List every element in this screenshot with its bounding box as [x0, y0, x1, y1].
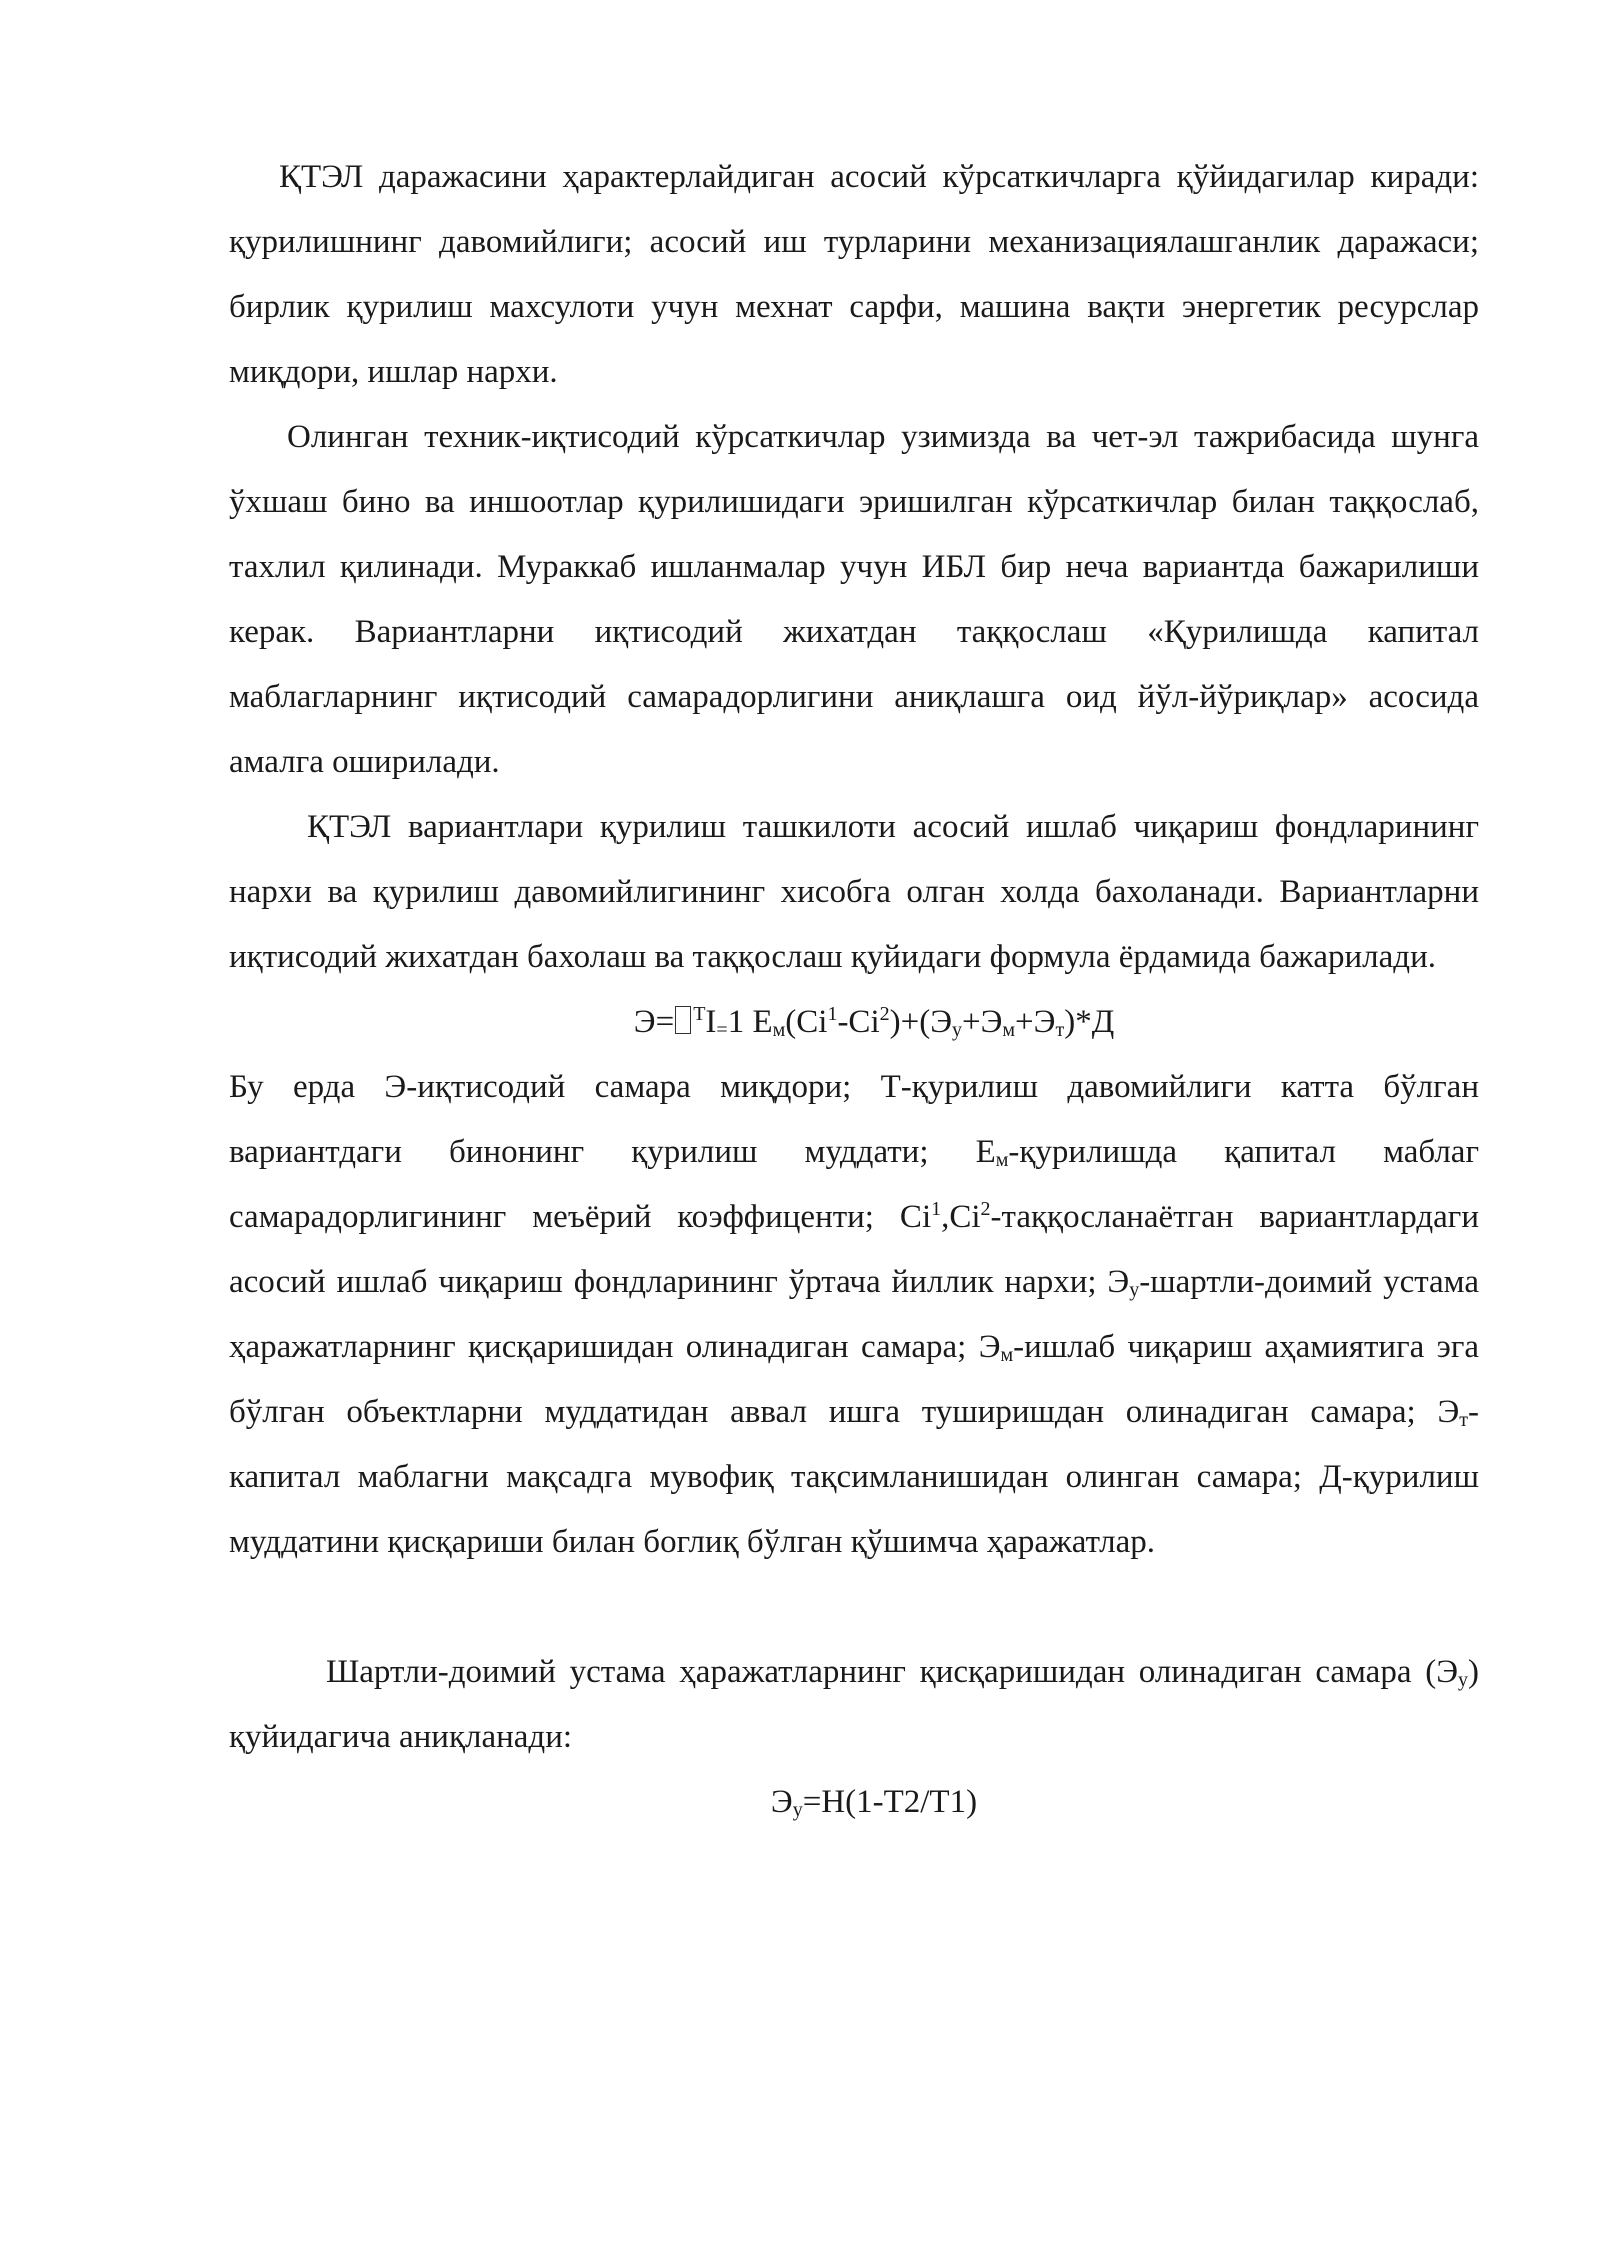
paragraph-legend: Бу ерда Э-иқтисодий самара миқдори; Т-қурилиш давомийлиги катта бўлган вариантдаги бинонинг қурилиш муддати; $Е_м$-қурилишда қапитал маблаг самарадорлигининг меъёрий коэффиценти; Ci$^1$,Ci$^2$-таққосланаётган вариантлардаги асосий ишлаб чиқариш фондларининг ўртача йиллик нархи; $Э_у-шартли$-доимий устама ҳаражатларнинг қисқаришидан олинадиган самара; $Э_м$-ишлаб чиқариш аҳамиятига эга бўлган объектларни муддатидан аввал ишга туширишдан олинадиган самара; $Э_т$-капитал маблагни мақсадга мувофиқ тақсимланишидан олинган самара; Д-қурилиш муддатини қисқариши билан боглиқ бўлган қўшимча ҳаражатлар. — [229, 1069, 1480, 1560]
paragraph-gap — [229, 1575, 1479, 1640]
paragraph-overhead: Шартли-доимий устама ҳаражатларнинг қисқаришидан олинадиган самара $(Э_у)$ қуйидагича аниқланади: — [229, 1654, 1479, 1755]
paragraph-comparison: Олинган техник-иқтисодий кўрсаткичлар узимизда ва чет-эл тажрибасида шунга ўхшаш бино ва иншоотлар қурилишидаги эришилган кўрсаткичлар билан таққослаб, тахлил қилинади. Мураккаб ишланмалар учун ИБЛ бир неча вариантда бажарилиши керак. Вариантларни иқтисодий жихатдан таққослаш «Қурилишда капитал маблагларнинг иқтисодий самарадорлигини аниқлашга оид йўл-йўриқлар» асосида амалга оширилади. — [229, 419, 1479, 780]
sum-symbol-icon — [675, 1006, 691, 1034]
paragraph-indicators: ҚТЭЛ даражасини ҳарактерлайдиган асосий кўрсаткичларга қўйидагилар киради: қурилишнинг давомийлиги; асосий иш турларини механизациялашганлик даражаси; бирлик қурилиш махсулоти учун мехнат сарфи, машина вақти энергетик ресурслар миқдори, ишлар нархи. — [229, 159, 1479, 390]
formula-economic-effect: $Э= ^TI_=1$ $Е_м(Ci^1-Ci^2)+(Э_у+Э_м+Э_т)*Д$ — [633, 1003, 1115, 1041]
document-page — [229, 145, 1479, 1835]
paragraph-variants: ҚТЭЛ вариантлари қурилиш ташкилоти асосий ишлаб чиқариш фондларининг нархи ва қурилиш давомийлигининг хисобга олган холда бахоланади. Вариантларни иқтисодий жихатдан бахолаш ва таққослаш қуйидаги формула ёрдамида бажарилади. — [229, 809, 1479, 975]
formula-overhead-effect: $Э_у=Н(1-Т2/Т1)$ — [770, 1784, 978, 1821]
